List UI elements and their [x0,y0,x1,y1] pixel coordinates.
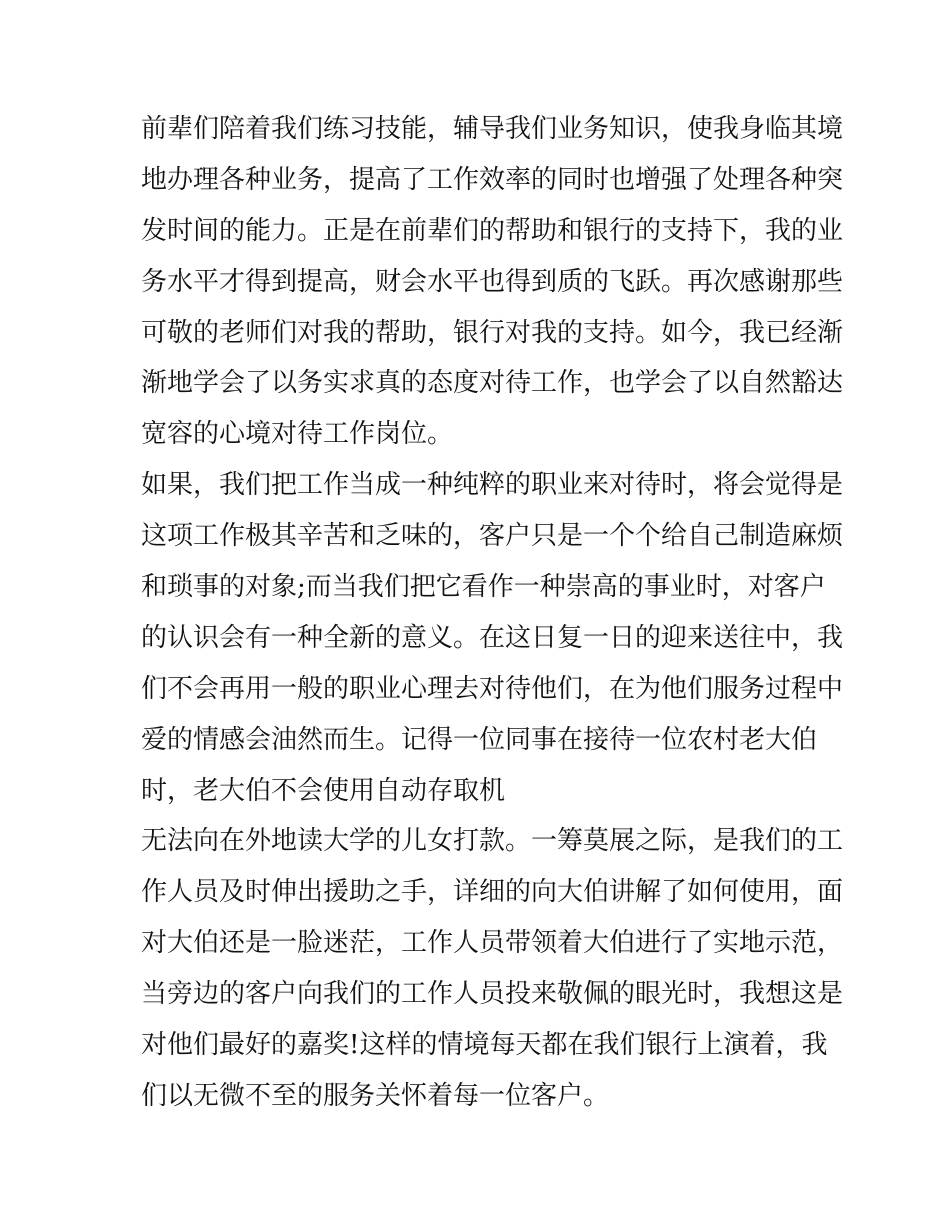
body-text [141,104,844,1122]
text-line: 这项工作极其辛苦和乏味的，客户只是一个个给自己制造麻烦 [141,521,844,552]
text-line: 无法向在外地读大学的儿女打款。一筹莫展之际，是我们的工 [141,826,844,857]
text-line: 务水平才得到提高，财会水平也得到质的飞跃。再次感谢那些 [141,266,844,297]
text-line: 地办理各种业务，提高了工作效率的同时也增强了处理各种突 [141,164,844,195]
text-line: 时，老大伯不会使用自动存取机 [141,775,506,806]
text-line: 发时间的能力。正是在前辈们的帮助和银行的支持下，我的业 [141,215,844,246]
text-line: 爱的情感会油然而生。记得一位同事在接待一位农村老大伯 [141,724,818,755]
text-line: 和琐事的对象;而当我们把它看作一种崇高的事业时，对客户 [141,572,826,603]
text-line: 的认识会有一种全新的意义。在这日复一日的迎来送往中，我 [141,622,844,653]
text-line: 宽容的心境对待工作岗位。 [141,419,454,450]
text-line: 对他们最好的嘉奖!这样的情境每天都在我们银行上演着，我 [141,1030,828,1061]
text-line: 们不会再用一般的职业心理去对待他们，在为他们服务过程中 [141,673,844,704]
text-line: 渐地学会了以务实求真的态度对待工作，也学会了以自然豁达 [141,368,844,399]
text-line: 对大伯还是一脸迷茫，工作人员带领着大伯进行了实地示范， [141,928,844,959]
text-line: 前辈们陪着我们练习技能，辅导我们业务知识，使我身临其境 [141,114,844,144]
text-line: 当旁边的客户向我们的工作人员投来敬佩的眼光时，我想这是 [141,979,844,1010]
text-line: 可敬的老师们对我的帮助，银行对我的支持。如今，我已经渐 [141,317,844,348]
text-line: 如果，我们把工作当成一种纯粹的职业来对待时，将会觉得是 [141,470,844,501]
text-line: 们以无微不至的服务关怀着每一位客户。 [141,1080,610,1111]
text-line: 作人员及时伸出援助之手，详细的向大伯讲解了如何使用，面 [141,877,844,908]
